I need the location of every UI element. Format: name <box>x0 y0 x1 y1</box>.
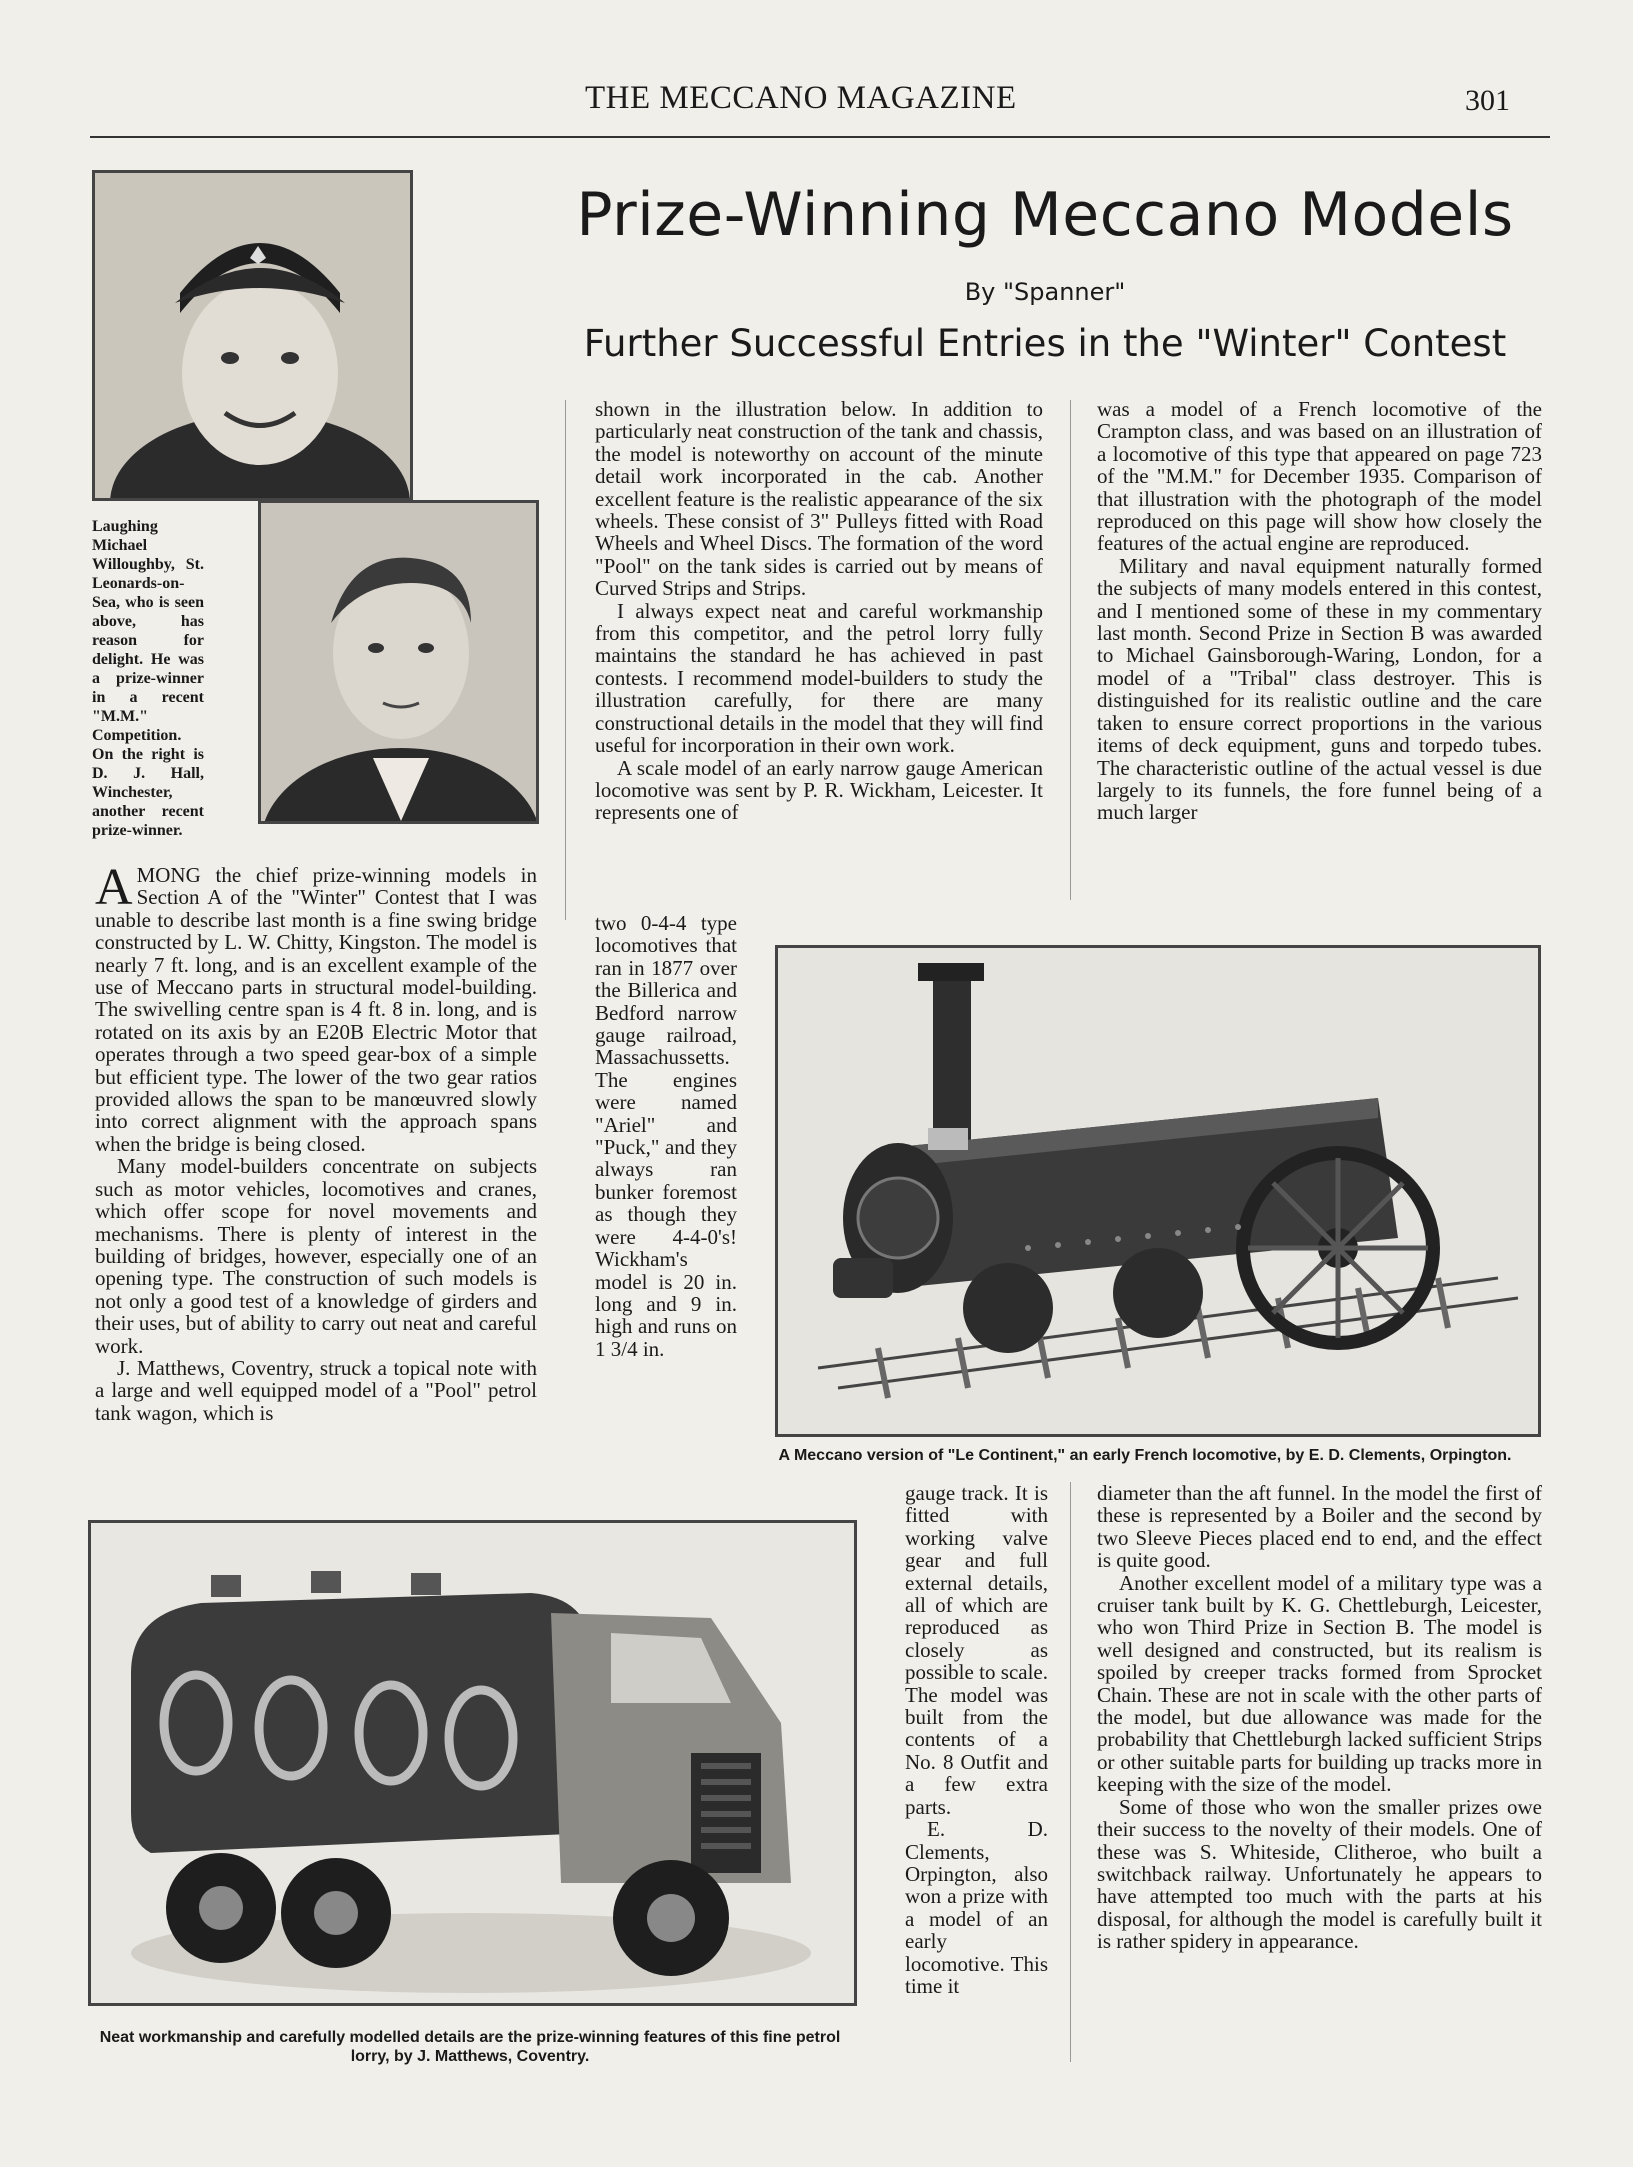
column-right-lower <box>1097 1482 1542 1953</box>
column-2 <box>595 398 1043 824</box>
col3-paragraph-2: Military and naval equipment naturally formed the subjects of many models entered in this contest, and I mentioned some of these in my commentary last month. Second Prize in Section B was awarded to Michael Gainsborough-Waring, London, for a model of a "Tribal" class destroyer. This is distinguished for its realistic outline and the care taken to ensure correct proportions in the various items of deck equipment, guns and torpedo tubes. The characteristic outline of the actual vessel is due largely to its funnels, the fore funnel being of a much larger <box>1097 553 1542 825</box>
column-1 <box>95 859 537 1425</box>
locomotive-photo <box>775 945 1541 1437</box>
col1-paragraph-2: Many model-builders concentrate on subjects such as motor vehicles, locomotives and cranes, which offer scope for novel movements and mechanisms. There is plenty of interest in the building of bridges, however, especially one of an opening type. The construction of such models is not only a good test of a knowledge of girders and their uses, but of ability to carry out neat and careful work. <box>95 1154 537 1358</box>
col2-narrow-paragraph: two 0-4-4 type locomotives that ran in 1877 over the Billerica and Bedford narrow gauge railroad, Massachussetts. The engines were named "Ariel" and "Puck," and they always ran bunker foremost as though they were 4-4-0's! Wickham's model is 20 in. long and 9 in. high and runs on 1 3/4 in. <box>595 911 737 1361</box>
running-head: THE MECCANO MAGAZINE <box>585 80 1017 116</box>
youth-portrait-photo <box>258 500 539 824</box>
col3-paragraph-1: was a model of a French locomotive of the Crampton class, and was based on an illustration of a locomotive of this type that appeared on page 723 of the "M.M." for December 1935. Comparison of that illustration with the photograph of the model reproduced on this page will show how closely the features of the actual engine are reproduced. <box>1097 397 1542 556</box>
col2-paragraph-2: I always expect neat and careful workmanship from this competitor, and the petrol lorry fully maintains the standard he has achieved in past contests. I recommend model-builders to study the illustration carefully, for there are many constructional details in the model that they will find useful for incorporation in their own work. <box>595 598 1043 758</box>
lorry-caption: Neat workmanship and carefully modelled details are the prize-winning features of this fine petrol lorry, by J. Matthews, Coventry. <box>99 2029 841 2065</box>
drop-cap: A <box>95 859 133 916</box>
column-rule-2 <box>1070 400 1071 900</box>
col2-paragraph-3: A scale model of an early narrow gauge American locomotive was sent by P. R. Wickham, Leicester. It represents one of <box>595 755 1043 825</box>
column-2-narrow <box>595 912 737 1360</box>
article-byline: By "Spanner" <box>964 278 1126 306</box>
article-subtitle: Further Successful Entries in the "Winter" Contest <box>583 322 1507 365</box>
portrait-caption: Laughing Michael Willoughby, St. Leonards-on-Sea, who is seen above, has reason for delight. He was a prize-winner in a recent "M.M." Competition. On the right is D. J. Hall, Winchester, another recent prize-winner. <box>92 518 204 839</box>
page-number: 301 <box>1465 84 1510 117</box>
column-3 <box>1097 398 1542 824</box>
column-rule-3 <box>1070 1482 1071 2062</box>
mid-lower-paragraph-2: E. D. Clements, Orpington, also won a prize with a model of an early locomotive. This time it <box>905 1817 1048 1998</box>
right-lower-paragraph-2: Another excellent model of a military type was a cruiser tank built by K. G. Chettleburgh, Leicester, who won Third Prize in Section B. The model is well designed and constructed, but its realism is spoiled by creeper tracks formed from Sprocket Chain. These are not in scale with the other parts of the model, but due allowance was made for the probability that Chettleburgh lacked sufficient Strips or other suitable parts for building up tracks more in keeping with the size of the model. <box>1097 1570 1542 1797</box>
mid-lower-paragraph-1: gauge track. It is fitted with working valve gear and full external details, all of which are reproduced as closely as possible to scale. The model was built from the contents of a No. 8 Outfit and a few extra parts. <box>905 1481 1048 1819</box>
right-lower-paragraph-3: Some of those who won the smaller prizes owe their success to the novelty of their models. One of these was S. Whiteside, Clitheroe, who built a switchback railway. Unfortunately he appears to have attempted too much with the parts at his disposal, for although the model is carefully built it is rather spidery in appearance. <box>1097 1794 1542 1954</box>
column-mid-lower <box>905 1482 1048 1997</box>
col1-paragraph-3: J. Matthews, Coventry, struck a topical note with a large and well equipped model of a "Pool" petrol tank wagon, which is <box>95 1355 537 1425</box>
lorry-photo <box>88 1520 857 2006</box>
article-title: Prize-Winning Meccano Models <box>576 180 1514 250</box>
header-rule <box>90 136 1550 138</box>
col1-text-1: MONG the chief prize-winning models in Section A of the "Winter" Contest that I was unable to describe last month is a fine swing bridge constructed by L. W. Chitty, Kingston. The model is nearly 7 ft. long, and is an excellent example of the use of Meccano parts in structural model-building. The swivelling centre span is 4 ft. 8 in. long, and is rotated on its axis by an E20B Electric Motor that operates through a two speed gear-box of a simple but efficient type. The lower of the two gear ratios provided allows the span to be manœuvred slowly into correct alignment with the approach spans when the bridge is being closed. <box>95 863 537 1156</box>
column-rule-1 <box>565 400 566 920</box>
col2-paragraph-1: shown in the illustration below. In addition to particularly neat construction of the tank and chassis, the model is noteworthy on account of the minute detail work incorporated in the cab. Another excellent feature is the realistic appearance of the six wheels. These consist of 3" Pulleys fitted with Road Wheels and Wheel Discs. The formation of the word "Pool" on the tank sides is carried out by means of Curved Strips and Strips. <box>595 397 1043 601</box>
locomotive-caption: A Meccano version of "Le Continent," an early French locomotive, by E. D. Clements, Orpington. <box>778 1447 1512 1464</box>
right-lower-paragraph-1: diameter than the aft funnel. In the model the first of these is represented by a Boiler and the second by two Sleeve Pieces placed end to end, and the effect is quite good. <box>1097 1481 1542 1573</box>
boy-portrait-photo <box>92 170 413 501</box>
col1-paragraph-1 <box>95 859 537 1156</box>
